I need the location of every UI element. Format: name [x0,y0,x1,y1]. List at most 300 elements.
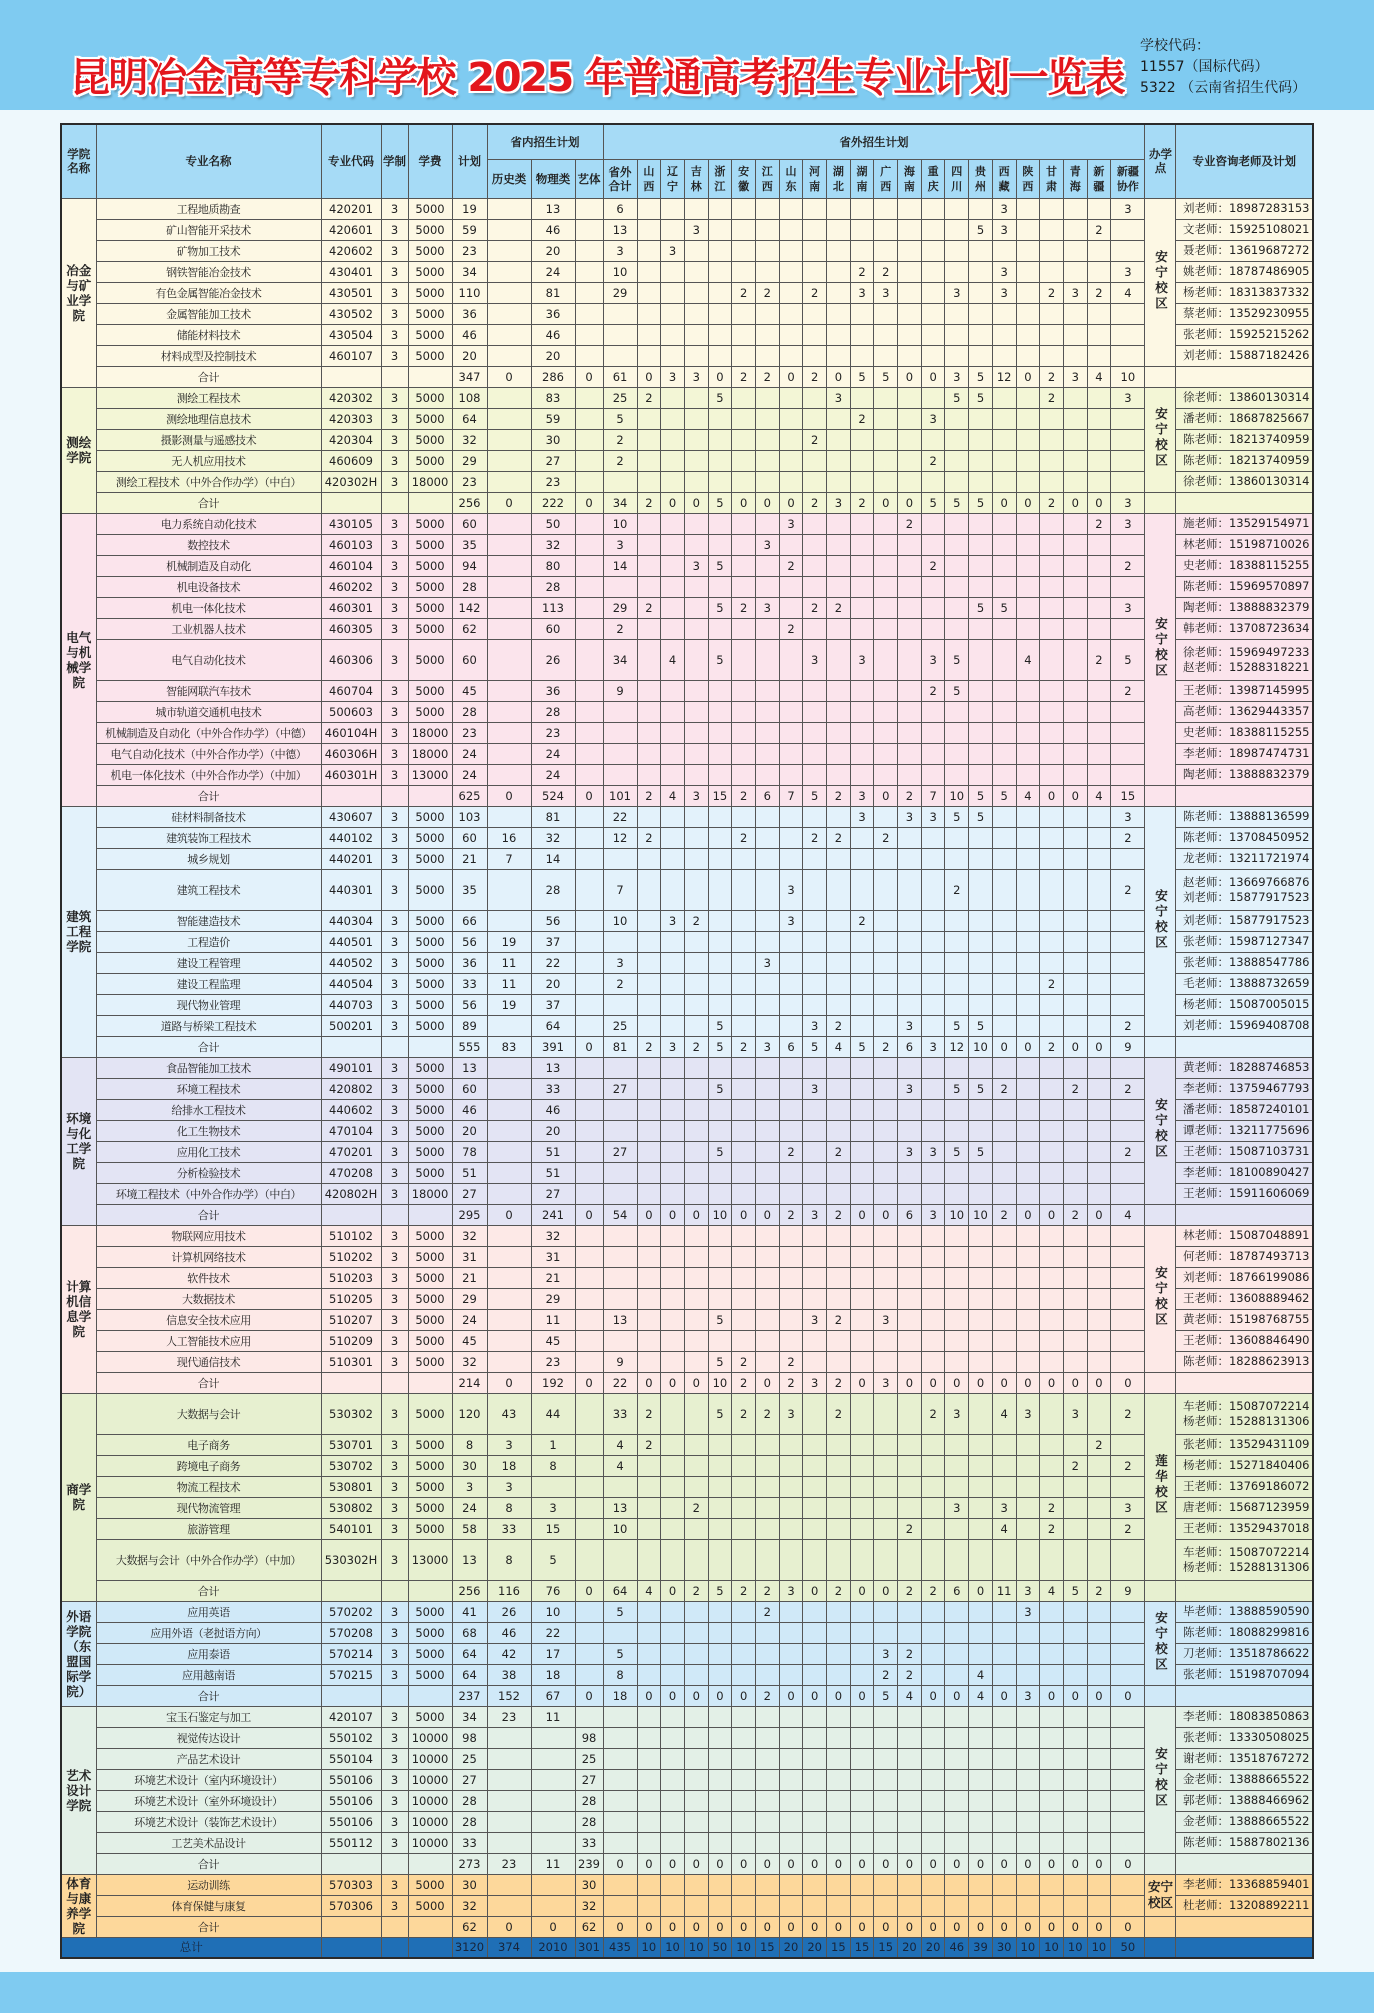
plan-out-total [603,1539,637,1580]
plan-province [874,1225,898,1246]
subtotal-province: 0 [684,1916,708,1937]
plan-province [898,743,922,764]
plan-province [969,513,993,534]
contact-entry: 郭老师：13888466962 [1182,1793,1310,1807]
plan-province [637,1057,661,1078]
plan-province [732,1769,756,1790]
plan-province: 3 [779,910,803,931]
plan-province: 2 [1040,1497,1064,1518]
major-name: 环境艺术设计（装饰艺术设计） [96,1811,321,1832]
plan-province [945,555,969,576]
table-row [61,1015,1313,1036]
major-years: 3 [381,1162,408,1183]
subtotal-art: 0 [575,492,603,513]
major-code: 420601 [321,219,381,240]
plan-province [827,282,851,303]
plan-out-total: 13 [603,219,637,240]
subtotal-physics: 286 [531,366,575,387]
plan-physics: 3 [531,1497,575,1518]
plan-province [1087,1811,1111,1832]
subtotal-province: 3 [803,1372,827,1393]
plan-province [898,1497,922,1518]
plan-art [575,1643,603,1664]
subtotal-province: 9 [1111,1036,1145,1057]
subtotal-province: 0 [850,1685,874,1706]
plan-province [921,240,945,261]
plan-province [1016,680,1040,701]
plan-province [732,701,756,722]
plan-province [803,743,827,764]
plan-province [684,408,708,429]
plan-physics: 30 [531,429,575,450]
plan-province [898,680,922,701]
plan-province [661,827,685,848]
major-years: 3 [381,1015,408,1036]
plan-art [575,1706,603,1727]
plan-province [874,303,898,324]
plan-province [1040,994,1064,1015]
plan-province [1016,534,1040,555]
subtotal-province: 3 [1111,492,1145,513]
plan-province [755,1455,779,1476]
plan-province [732,743,756,764]
plan-province [1040,1769,1064,1790]
major-code: 550106 [321,1811,381,1832]
plan-province [992,1895,1016,1916]
plan-province [1111,1225,1145,1246]
plan-province [921,1015,945,1036]
plan-total: 19 [452,198,487,219]
plan-province [1063,1120,1087,1141]
plan-province [708,1120,732,1141]
subtotal-province: 3 [661,366,685,387]
plan-province [898,1267,922,1288]
plan-history [487,219,531,240]
plan-province [945,1330,969,1351]
plan-total: 23 [452,240,487,261]
plan-province [661,1895,685,1916]
plan-province [992,639,1016,680]
subtotal-province: 0 [945,1916,969,1937]
plan-province [755,764,779,785]
plan-province [637,408,661,429]
plan-province [874,1057,898,1078]
plan-province: 2 [1040,973,1064,994]
plan-province [1040,1309,1064,1330]
plan-province [827,1120,851,1141]
plan-out-total: 9 [603,680,637,701]
plan-art [575,1267,603,1288]
plan-province [637,1162,661,1183]
major-fee: 5000 [408,345,452,366]
major-years: 3 [381,303,408,324]
plan-province [1016,1874,1040,1895]
plan-province [1111,1748,1145,1769]
plan-province [1111,303,1145,324]
contact [1176,1393,1313,1434]
major-code: 430401 [321,261,381,282]
plan-history [487,1748,531,1769]
plan-province [708,1643,732,1664]
plan-province [874,324,898,345]
plan-province [827,345,851,366]
major-years: 3 [381,1455,408,1476]
plan-province [1111,240,1145,261]
plan-province [732,1832,756,1853]
major-name: 环境艺术设计（室外环境设计） [96,1790,321,1811]
subtotal-province: 0 [945,1372,969,1393]
plan-province [969,848,993,869]
major-years: 3 [381,1811,408,1832]
major-fee: 5000 [408,869,452,910]
plan-province [803,848,827,869]
subtotal-label: 合计 [96,1204,321,1225]
plan-total: 64 [452,408,487,429]
major-fee: 5000 [408,994,452,1015]
plan-province [827,973,851,994]
major-code: 530801 [321,1476,381,1497]
plan-province [992,450,1016,471]
plan-out-total [603,1246,637,1267]
table-row [61,1476,1313,1497]
major-name: 建设工程管理 [96,952,321,973]
contact [1176,1309,1313,1330]
blank [408,1204,452,1225]
plan-province [1111,1267,1145,1288]
col-province: 山西 [637,159,661,198]
plan-province [708,910,732,931]
plan-province [850,869,874,910]
plan-province [661,1706,685,1727]
plan-province [1111,1539,1145,1580]
contact-entry: 李老师：18083850863 [1182,1709,1310,1723]
plan-province [992,806,1016,827]
subtotal-province: 12 [945,1036,969,1057]
plan-province [708,1748,732,1769]
plan-out-total [603,1748,637,1769]
plan-province: 2 [732,1351,756,1372]
major-name: 硅材料制备技术 [96,806,321,827]
plan-out-total: 5 [603,1643,637,1664]
subtotal-province: 9 [1111,1580,1145,1601]
plan-province [921,1643,945,1664]
plan-province [803,1141,827,1162]
plan-province [1040,597,1064,618]
plan-total: 21 [452,848,487,869]
major-fee: 5000 [408,1434,452,1455]
blank [1176,1204,1313,1225]
table-row [61,931,1313,952]
campus [1145,198,1176,366]
table-row [61,240,1313,261]
plan-province [661,1643,685,1664]
plan-province: 5 [969,387,993,408]
plan-province [874,597,898,618]
plan-out-total [603,471,637,492]
plan-province: 2 [1087,1434,1111,1455]
plan-province [1111,534,1145,555]
subtotal-province: 0 [1016,1036,1040,1057]
major-name: 有色金属智能冶金技术 [96,282,321,303]
plan-province: 2 [1087,513,1111,534]
plan-art [575,198,603,219]
major-code: 430502 [321,303,381,324]
major-years: 3 [381,618,408,639]
major-name: 软件技术 [96,1267,321,1288]
plan-history [487,1330,531,1351]
plan-province [803,1664,827,1685]
plan-province [827,1811,851,1832]
college-name: 外语学院（东盟国际学院） [61,1601,96,1706]
campus-label: 安宁校区 [1153,1266,1169,1328]
plan-total: 13 [452,1539,487,1580]
blank [321,785,381,806]
plan-province [661,1518,685,1539]
plan-total: 23 [452,471,487,492]
contact [1176,680,1313,701]
major-fee: 5000 [408,680,452,701]
plan-physics: 37 [531,931,575,952]
plan-province [969,680,993,701]
plan-province [850,1393,874,1434]
plan-province: 5 [969,1078,993,1099]
plan-province: 5 [708,387,732,408]
plan-province: 3 [874,1643,898,1664]
plan-province [1040,1141,1064,1162]
plan-province [898,1832,922,1853]
plan-total: 32 [452,1895,487,1916]
contact [1176,1330,1313,1351]
plan-history: 11 [487,973,531,994]
contact-entry: 刘老师：18987283153 [1182,201,1310,215]
plan-out-total: 33 [603,1393,637,1434]
subtotal-plan: 555 [452,1036,487,1057]
plan-province [874,743,898,764]
plan-total: 32 [452,1351,487,1372]
plan-province [1087,387,1111,408]
major-years: 3 [381,994,408,1015]
plan-province [732,1664,756,1685]
plan-art [575,555,603,576]
plan-province [992,555,1016,576]
plan-out-total: 3 [603,952,637,973]
contact-entry: 毕老师：13888590590 [1182,1604,1310,1618]
plan-province [1063,618,1087,639]
plan-physics: 81 [531,282,575,303]
plan-province [732,1183,756,1204]
plan-province [732,722,756,743]
plan-province [921,973,945,994]
plan-province [661,1874,685,1895]
plan-province [827,1706,851,1727]
plan-province [637,1476,661,1497]
plan-province [1111,1790,1145,1811]
plan-province [945,1476,969,1497]
plan-province [850,1267,874,1288]
subtotal-province: 0 [874,492,898,513]
subtotal-province: 0 [992,1372,1016,1393]
plan-physics: 50 [531,513,575,534]
plan-province [874,1518,898,1539]
plan-province [708,1476,732,1497]
major-name: 工程造价 [96,931,321,952]
plan-province [874,764,898,785]
col-province: 河南 [803,159,827,198]
subtotal-art: 0 [575,1036,603,1057]
plan-history [487,1183,531,1204]
plan-province [684,261,708,282]
plan-province [1111,618,1145,639]
plan-province [874,555,898,576]
plan-province [732,429,756,450]
plan-province [661,198,685,219]
contact-entry: 杜老师：13208892211 [1182,1898,1310,1912]
subtotal-plan: 256 [452,492,487,513]
plan-province [661,1393,685,1434]
subtotal-history: 152 [487,1685,531,1706]
plan-province [921,261,945,282]
plan-history [487,1309,531,1330]
plan-province [637,639,661,680]
blank [381,492,408,513]
plan-province [1087,303,1111,324]
subtotal-province: 6 [898,1204,922,1225]
college-name: 体育与康养学院 [61,1874,96,1937]
plan-province [921,1330,945,1351]
plan-province [945,1099,969,1120]
plan-province [732,303,756,324]
plan-province [708,1267,732,1288]
plan-province [921,1601,945,1622]
plan-province [1087,1727,1111,1748]
plan-province [921,1895,945,1916]
table-row [61,198,1313,219]
plan-province [1040,1811,1064,1832]
col-province: 贵州 [969,159,993,198]
plan-province [945,1664,969,1685]
major-fee: 5000 [408,1895,452,1916]
subtotal-province: 0 [1063,1036,1087,1057]
plan-province [1016,1246,1040,1267]
plan-province [1040,1832,1064,1853]
plan-art [575,1162,603,1183]
plan-province [969,1622,993,1643]
subtotal-row [61,1580,1313,1601]
plan-province [684,1225,708,1246]
plan-province [874,429,898,450]
contact-entry: 黄老师：18288746853 [1182,1060,1310,1074]
subtotal-out-total: 81 [603,1036,637,1057]
plan-province [637,471,661,492]
plan-province [637,345,661,366]
plan-province [684,1832,708,1853]
contact-entry: 何老师：18787493713 [1182,1249,1310,1263]
plan-total: 45 [452,1330,487,1351]
plan-province [827,513,851,534]
major-code: 430607 [321,806,381,827]
plan-province [969,1183,993,1204]
plan-province [921,513,945,534]
major-years: 3 [381,806,408,827]
plan-province [803,701,827,722]
plan-province [637,555,661,576]
plan-province [684,806,708,827]
plan-province [1087,1622,1111,1643]
plan-province [1063,1769,1087,1790]
plan-art [575,722,603,743]
plan-physics: 14 [531,848,575,869]
plan-province [945,1539,969,1580]
plan-province [637,1015,661,1036]
plan-province [969,1455,993,1476]
plan-province [755,848,779,869]
plan-province [708,743,732,764]
plan-province: 2 [945,869,969,910]
plan-province: 3 [1111,806,1145,827]
plan-province [803,722,827,743]
plan-province [898,1811,922,1832]
plan-province [969,1476,993,1497]
plan-province [1016,1518,1040,1539]
subtotal-province: 0 [637,1853,661,1874]
plan-province [1087,1183,1111,1204]
plan-province [827,1099,851,1120]
plan-province [708,1518,732,1539]
table-row [61,597,1313,618]
major-years: 3 [381,1267,408,1288]
major-code: 510207 [321,1309,381,1330]
plan-out-total: 27 [603,1078,637,1099]
plan-art [575,952,603,973]
plan-province [661,450,685,471]
subtotal-history: 0 [487,1916,531,1937]
plan-province: 2 [732,597,756,618]
blank [381,1036,408,1057]
plan-province [1087,701,1111,722]
plan-province [898,1309,922,1330]
subtotal-province: 0 [898,492,922,513]
subtotal-label: 合计 [96,1580,321,1601]
plan-province [921,869,945,910]
plan-province [827,534,851,555]
plan-province [921,931,945,952]
plan-out-total: 4 [603,1455,637,1476]
plan-province [898,534,922,555]
contact-entry: 王老师：15087103731 [1182,1144,1310,1158]
grand-total-province: 15 [874,1937,898,1958]
major-fee: 5000 [408,1664,452,1685]
contact [1176,555,1313,576]
major-fee: 10000 [408,1832,452,1853]
subtotal-province: 3 [1016,1685,1040,1706]
plan-province [969,282,993,303]
plan-province [1040,1706,1064,1727]
major-name: 电气自动化技术（中外合作办学）（中德） [96,743,321,764]
plan-province [874,910,898,931]
table-row [61,324,1313,345]
national-code: 11557（国标代码） [1140,59,1269,75]
major-fee: 5000 [408,198,452,219]
plan-province [1016,387,1040,408]
contact [1176,1539,1313,1580]
plan-province: 5 [1111,639,1145,680]
plan-province [732,1518,756,1539]
contact [1176,1455,1313,1476]
plan-province [1063,1246,1087,1267]
plan-province [1087,1706,1111,1727]
major-fee: 5000 [408,408,452,429]
blank [1176,1036,1313,1057]
